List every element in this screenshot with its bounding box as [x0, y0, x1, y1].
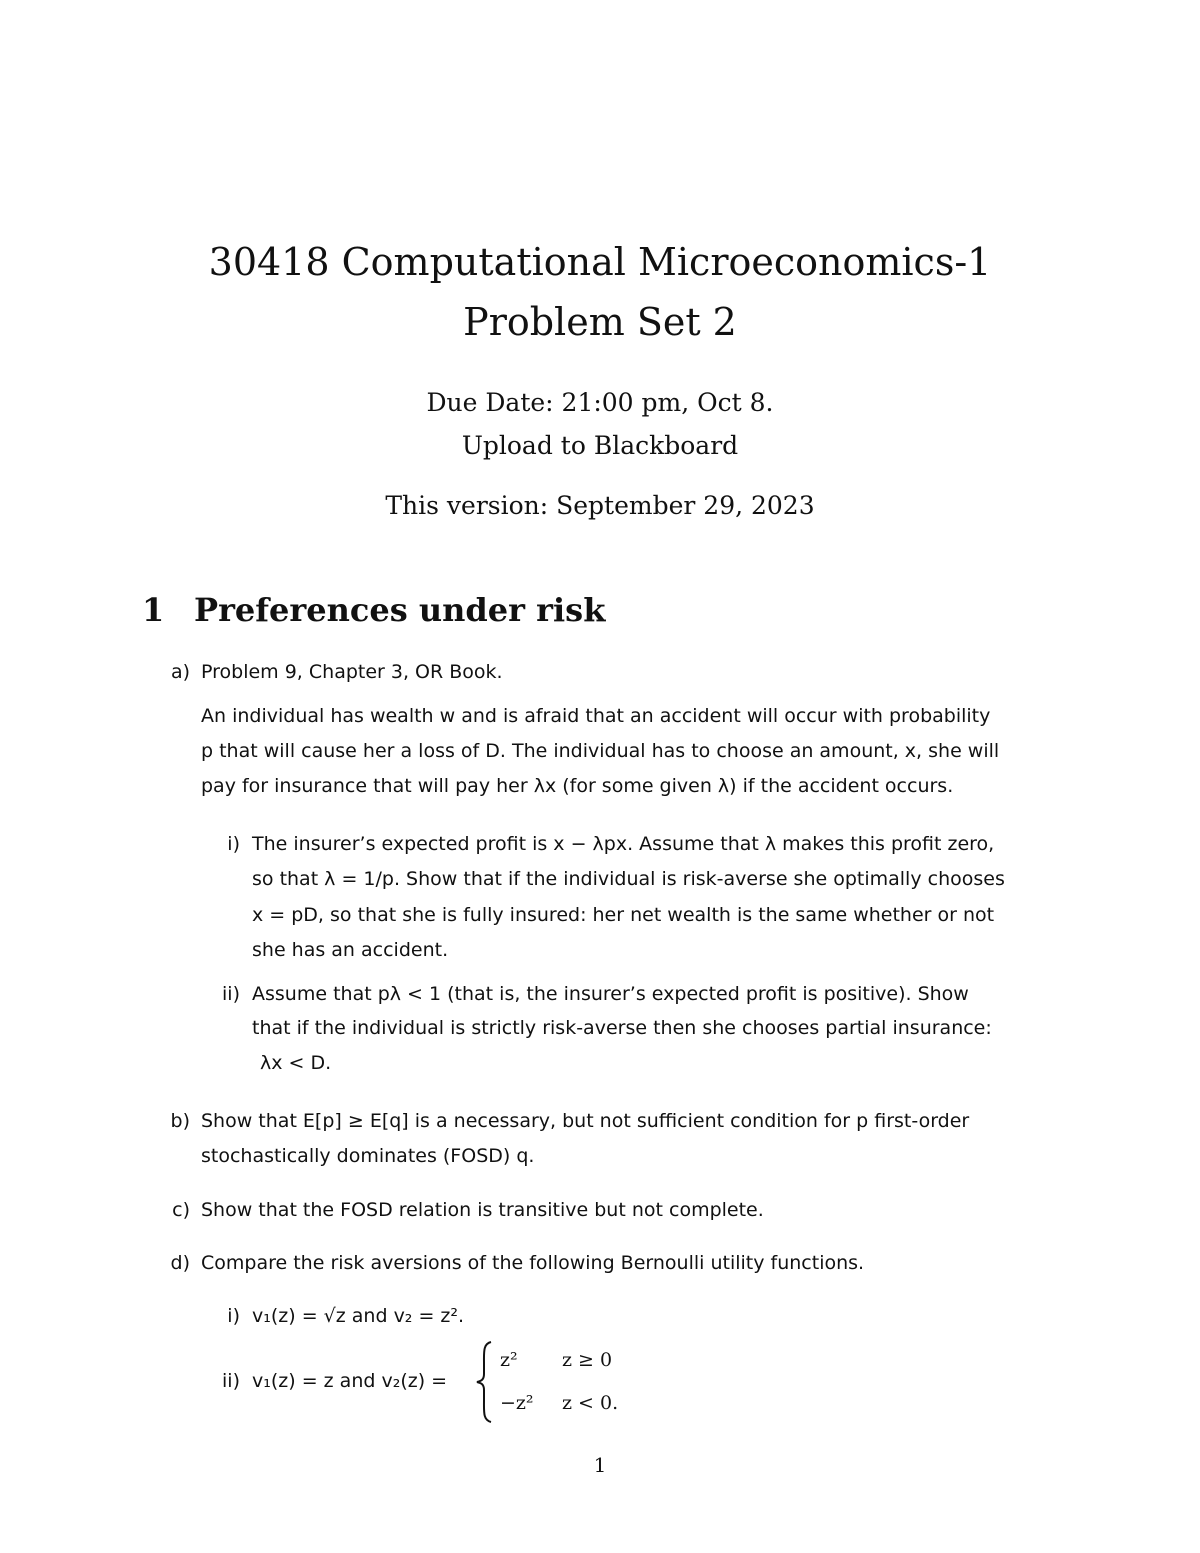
section-number: 1: [142, 591, 165, 629]
item-d-ii-text: v₁(z) = z and v₂(z) =: [252, 1370, 448, 1392]
page-number: 1: [593, 1453, 607, 1477]
due-date: Due Date: 21:00 pm, Oct 8.: [426, 388, 774, 417]
item-d-text: Compare the risk aversions of the following Bernoulli utility functions.: [201, 1252, 865, 1274]
item-a-i-line: so that λ = 1/p. Show that if the individual is risk-averse she optimally chooses: [252, 868, 1005, 890]
section-title: Preferences under risk: [194, 591, 606, 629]
item-label-d-i: i): [227, 1305, 240, 1327]
item-label-a-i: i): [227, 833, 240, 855]
item-label-d-ii: ii): [222, 1370, 240, 1392]
item-a-i-line: The insurer’s expected profit is x − λpx. Assume that λ makes this profit zero,: [252, 833, 995, 855]
item-label-a: a): [170, 661, 190, 683]
case-2-condition: z < 0.: [562, 1392, 619, 1414]
case-1-condition: z ≥ 0: [562, 1349, 613, 1371]
item-a-paragraph-line: p that will cause her a loss of D. The individual has to choose an amount, x, she will: [201, 740, 1000, 762]
case-1-expression: z²: [500, 1349, 518, 1371]
item-c-text: Show that the FOSD relation is transitive but not complete.: [201, 1199, 764, 1221]
item-a-i-line: x = pD, so that she is fully insured: her net wealth is the same whether or not: [252, 904, 995, 926]
item-a-heading: Problem 9, Chapter 3, OR Book.: [201, 661, 503, 683]
upload-note: Upload to Blackboard: [461, 431, 739, 460]
item-a-ii-line: that if the individual is strictly risk-averse then she chooses partial insurance:: [252, 1017, 992, 1039]
item-a-paragraph-line: pay for insurance that will pay her λx (for some given λ) if the accident occurs.: [201, 775, 954, 797]
document-subtitle: Problem Set 2: [463, 300, 737, 344]
version-date: This version: September 29, 2023: [385, 491, 815, 520]
item-label-d: d): [170, 1252, 190, 1274]
item-label-b: b): [170, 1110, 190, 1132]
item-a-paragraph-line: An individual has wealth w and is afraid that an accident will occur with probability: [201, 705, 991, 727]
section-heading: [142, 590, 605, 630]
item-b-line: stochastically dominates (FOSD) q.: [201, 1145, 535, 1167]
item-a-ii-line: Assume that pλ < 1 (that is, the insurer’s expected profit is positive). Show: [252, 983, 969, 1005]
item-d-i-text: v₁(z) = √z and v₂ = z².: [252, 1305, 465, 1327]
piecewise-brace: [475, 1340, 495, 1424]
item-a-i-line: she has an accident.: [252, 939, 449, 961]
item-a-ii-line: λx < D.: [260, 1052, 332, 1074]
item-b-line: Show that E[p] ≥ E[q] is a necessary, but not sufficient condition for p first-order: [201, 1110, 970, 1132]
document-title: 30418 Computational Microeconomics-1: [208, 240, 992, 284]
case-2-expression: −z²: [500, 1392, 534, 1414]
item-label-c: c): [172, 1199, 190, 1221]
item-label-a-ii: ii): [222, 983, 240, 1005]
